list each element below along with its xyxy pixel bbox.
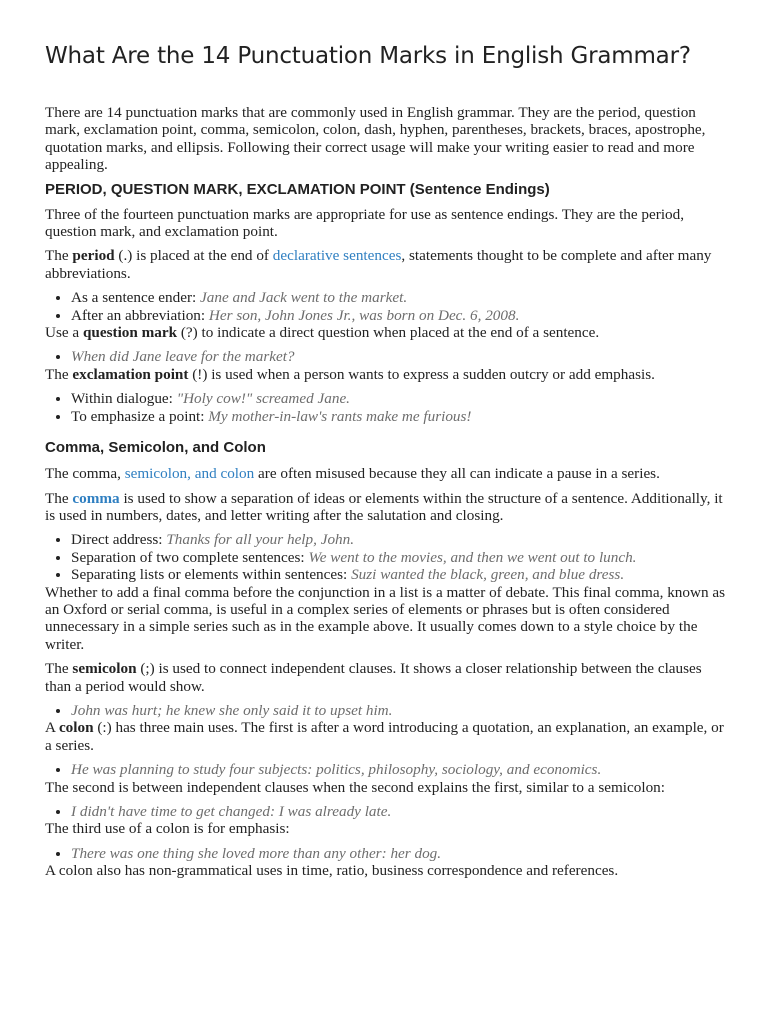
section-heading-sentence-endings: PERIOD, QUESTION MARK, EXCLAMATION POINT (Sentence Endings) [45,180,550,198]
question-mark-paragraph: Use a question mark (?) to indicate a direct question when placed at the end of a sentence. [45,324,600,342]
colon-other-uses-paragraph: A colon also has non-grammatical uses in time, ratio, business correspondence and references. [45,862,619,880]
period-term: period [72,247,115,265]
list-item: • When did Jane leave for the market? [71,348,726,365]
section-heading-comma-semicolon-colon: Comma, Semicolon, and Colon [45,439,266,457]
comma-term: comma [72,489,120,507]
list-item: • There was one thing she loved more than any other: her dog. [71,845,726,862]
semicolon-examples-list [45,702,726,719]
exclamation-paragraph: The exclamation point (!) is used when a person wants to express a sudden outcry or add emphasis. [45,365,655,383]
list-item: • Direct address: Thanks for all your help, John. [71,531,726,548]
sentence-endings-paragraph: Three of the fourteen punctuation marks are appropriate for use as sentence endings. They are the period, question mark, and exclamation point. [45,205,685,241]
comma-intro-paragraph: The comma, semicolon, and colon are often misused because they all can indicate a pause in a series. [45,465,660,483]
comma-examples-list [45,531,726,583]
exclamation-term: exclamation point [72,365,189,383]
colon-second-use-paragraph: The second is between independent clauses when the second explains the first, similar to a semicolon: [45,778,665,796]
semicolon-paragraph: The semicolon (;) is used to connect independent clauses. It shows a closer relationship between the clauses than a period would show. [45,660,702,695]
intro-paragraph: There are 14 punctuation marks that are commonly used in English grammar. They are the period, question mark, exclamation point, comma, semicolon, colon, dash, hyphen, parentheses, brackets, braces, apostrophe, quotation marks, and ellipsis. Following their correct usage will make your writing easier to read and more appealing. [45,104,706,174]
colon-term: colon [58,719,94,737]
list-item: • I didn't have time to get changed: I was already late. [71,803,726,820]
list-item: • Separating lists or elements within sentences: Suzi wanted the black, green, and blue dress. [71,566,726,583]
question-mark-term: question mark [82,324,178,342]
article-body [45,104,726,887]
colon-examples-list-3 [45,845,726,862]
oxford-comma-paragraph: Whether to add a final comma before the conjunction in a list is a matter of debate. This final comma, known as an Oxford or serial comma, is useful in a complex series of elements or phrases but is often considered unnecessary in a simple series such as in the example above. It usually comes down to a style choice by the writer. [45,583,725,653]
colon-paragraph: A colon (:) has three main uses. The first is after a word introducing a quotation, an explanation, an example, or a series. [45,719,724,754]
list-item: • John was hurt; he knew she only said it to upset him. [71,702,726,719]
period-paragraph: The period (.) is placed at the end of declarative sentences, statements thought to be complete and after many abbreviations. [45,247,712,282]
page-title: What Are the 14 Punctuation Marks in English Grammar? [45,43,691,69]
list-item: • He was planning to study four subjects: politics, philosophy, sociology, and economics. [71,761,726,778]
question-examples-list [45,348,726,365]
colon-examples-list-2 [45,803,726,820]
list-item: • As a sentence ender: Jane and Jack went to the market. [71,289,726,306]
comma-paragraph: The comma is used to show a separation of ideas or elements within the structure of a sentence. Additionally, it is used in numbers, dates, and letter writing after the salutation and closing. [45,489,723,524]
list-item: • To emphasize a point: My mother-in-law's rants make me furious! [71,408,726,425]
colon-third-use-paragraph: The third use of a colon is for emphasis: [45,820,290,838]
list-item: • Separation of two complete sentences: We went to the movies, and then we went out to lunch. [71,549,726,566]
declarative-sentences-link[interactable]: declarative sentences [272,247,402,265]
list-item: • Within dialogue: "Holy cow!" screamed Jane. [71,390,726,407]
exclamation-examples-list [45,390,726,425]
semicolon-term: semicolon [72,660,137,678]
colon-examples-list-1 [45,761,726,778]
list-item: • After an abbreviation: Her son, John Jones Jr., was born on Dec. 6, 2008. [71,307,726,324]
semicolon-and-colon-link[interactable]: semicolon, and colon [124,465,255,483]
period-examples-list [45,289,726,324]
